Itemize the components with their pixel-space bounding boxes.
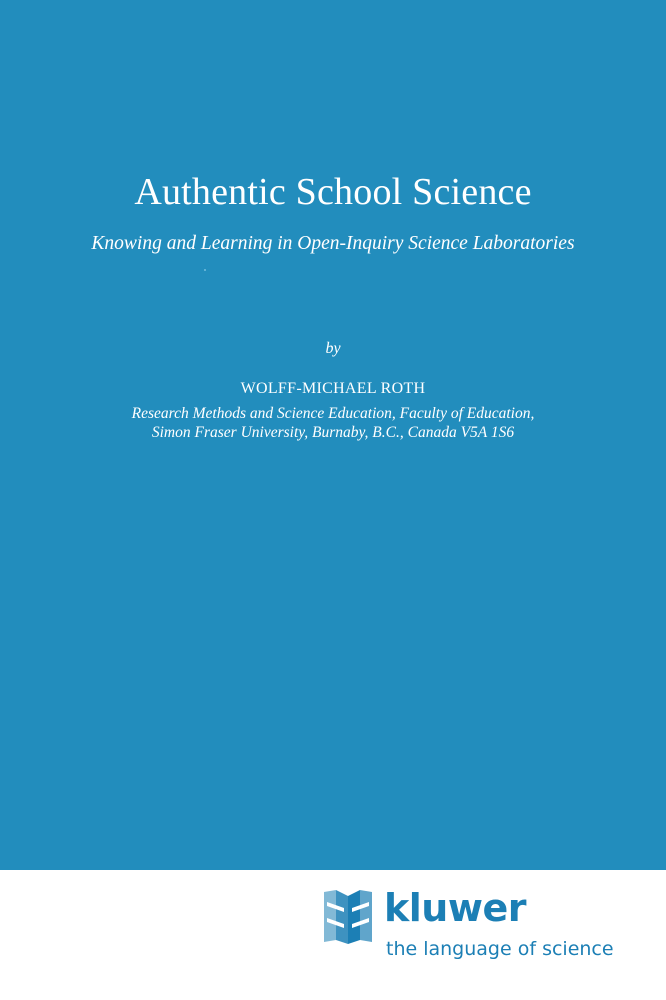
- publisher-tagline: the language of science: [386, 938, 614, 960]
- author-name: WOLFF-MICHAEL ROTH: [240, 380, 426, 397]
- book-subtitle: Knowing and Learning in Open-Inquiry Science Laboratories: [91, 233, 575, 254]
- publisher-name: kluwer: [384, 886, 526, 930]
- book-title: Authentic School Science: [134, 171, 532, 213]
- kluwer-logo-icon: [322, 888, 374, 944]
- author-affiliation-line-2: Simon Fraser University, Burnaby, B.C., Canada V5A 1S6: [151, 424, 515, 441]
- author-affiliation-line-1: Research Methods and Science Education, Faculty of Education,: [131, 405, 535, 422]
- speck-mark: [204, 269, 206, 271]
- by-label: by: [325, 340, 341, 357]
